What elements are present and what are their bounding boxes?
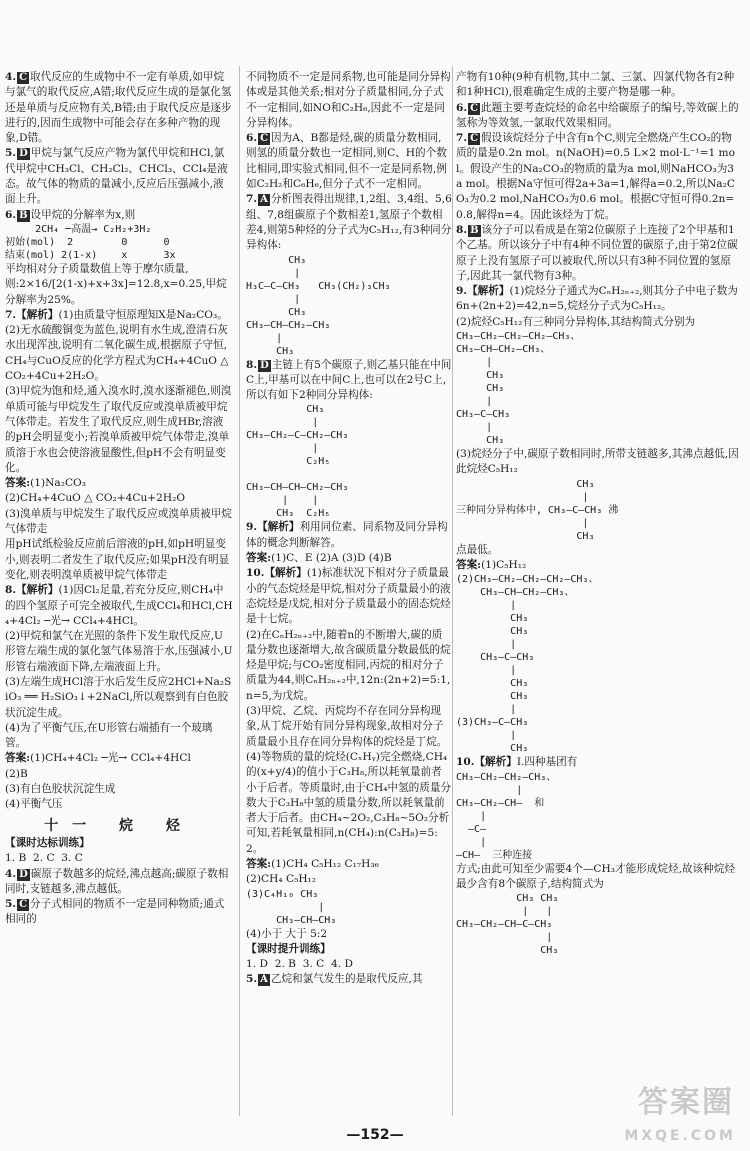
answer-item: [5, 262, 233, 277]
answer-item: [5, 491, 233, 506]
answer-item: [5, 897, 233, 928]
answer-item: [246, 131, 452, 192]
item-text: 因为A、B都是烃,碳的质量分数相同,则氢的质量分数也一定相同,则C、H的个数比相同,即实验式相同,但不一定是同系物,例如C₂H₂和C₆H₆,但分子式不一定相同。: [246, 132, 447, 191]
answer-letter-badge: C: [470, 102, 479, 114]
item-text: (1)烷烃分子通式为CₙH₂ₙ₊₂,则其分子中电子数为6n+(2n+2)=42,n=5,烷烃分子式为C₅H₁₂。: [456, 285, 738, 313]
answer-item: [246, 857, 452, 872]
item-text: 利用同位素、同系物及同分异构体的概念判断解答。: [246, 521, 448, 549]
answer-letter-badge: D: [19, 148, 28, 160]
item-number: 5.: [5, 898, 17, 911]
answer-item: [5, 476, 233, 491]
item-text: (4)等物质的量的烷烃(CₓHᵧ)完全燃烧,CH₄的(x+y/4)的值小于C₃H₈,所以耗氧量前者小于后者。等质量时,由于CH₄中氢的质量分数大于C₃H₈中氢的质量分数,所以耗氧量前者大于后者。由CH₄~2O₂,C₃H₈~5O₂分析可知,若耗氧量相同,n(CH₄):n(C₃H₈)=5:2。: [246, 750, 452, 855]
item-number: 7.: [5, 308, 17, 321]
answer-item: [5, 851, 233, 866]
item-text: 分析图表得出规律,1,2组、3,4组、5,6组、7,8组碳原子个数相差1,氢原子个数相差4,则第5种烃的分子式为C₅H₁₂,有3种同分异构体:: [246, 193, 452, 252]
item-tag: 答案:: [246, 857, 272, 870]
answer-item: [456, 315, 740, 330]
item-tag: 【解析】: [467, 285, 510, 298]
answer-item: [456, 755, 740, 770]
answer-item: [5, 277, 233, 308]
item-text: 该分子可以看成是在第2位碳原子上连接了2个甲基和1个乙基。所以该分子中有4种不同位置的碳原子,由于第2位碳原子上没有氢原子可以被取代,所以只有3种不同位置的氢原子,因此其一氯代物有3种。: [456, 223, 738, 282]
item-tag: 【解析】: [16, 308, 59, 321]
item-number: 7.: [246, 193, 258, 206]
watermark-logo: [580, 1085, 740, 1145]
item-number: 8.: [5, 584, 17, 597]
answer-item: [246, 520, 452, 551]
item-text: (1)Na₂CO₃: [30, 477, 86, 490]
col1-items: [5, 70, 233, 813]
item-text: 1. D 2. B 3. C 4. D: [246, 958, 353, 971]
structural-formula: 2CH₄ ─高温→ C₂H₂+3H₂ 初始(mol) 2 0 0 结束(mol) 2(1-x) x 3x: [5, 223, 176, 261]
item-text: 1. B 2. C 3. C: [5, 852, 83, 865]
answer-item: [5, 70, 233, 146]
item-number: 6.: [456, 101, 468, 114]
item-number: 4.: [5, 867, 17, 880]
item-tag: 【解析】: [16, 584, 59, 597]
item-text: 平均相对分子质量数值上等于摩尔质量,: [5, 262, 189, 275]
item-text: (2)烷烃C₅H₁₂有三种同分异构体,其结构简式分别为: [456, 315, 696, 328]
answer-item: [5, 867, 233, 898]
item-text: 点最低。: [456, 543, 499, 556]
item-text: (1)由质量守恒原理知X是Na₂CO₃。: [58, 308, 228, 321]
item-text: 乙烷和氯气发生的是取代反应,其: [270, 973, 423, 986]
answer-letter-badge: D: [19, 868, 28, 880]
item-text: 主链上有5个碳原子,则乙基只能在中间C上,甲基可以在中间C上,也可以在2号C上,所以有如下2种同分异构体:: [246, 358, 452, 402]
answer-item: [5, 323, 233, 384]
answer-item: [456, 70, 740, 101]
answer-item: [5, 797, 233, 812]
item-text: (3)溴单质与甲烷发生了取代反应或溴单质被甲烷气体带走: [5, 507, 232, 536]
answer-letter-badge: A: [260, 194, 268, 206]
col3-items: [456, 70, 740, 957]
section-title-advanced: 【课时提升训练】: [246, 942, 331, 955]
item-text: Ⅰ.四种基团有: [516, 756, 578, 769]
answer-item: [5, 721, 233, 752]
answer-letter-badge: A: [260, 974, 268, 986]
item-number: 7.: [456, 132, 468, 145]
answer-item: [456, 558, 740, 573]
item-text: (2)B: [5, 767, 28, 780]
answer-item: [456, 131, 740, 223]
item-number: 8.: [456, 223, 468, 236]
column-left: [5, 70, 233, 928]
item-text: (1)标准状况下相对分子质量最小的气态烷烃是甲烷,相对分子质量最小的液态烷烃是戊烷,相对分子质量最小的固态烷烃是十七烷。: [246, 567, 451, 626]
structural-formula: CH₃ | H₃C—C—CH₃ CH₃(CH₂)₃CH₃ | CH₃ CH₃—CH—CH₂—CH₃ | CH₃: [246, 254, 391, 357]
item-tag: 答案:: [5, 477, 31, 490]
col2-items: [246, 70, 452, 942]
item-text: 分子式相同的物质不一定是同种物质;通式相同的: [5, 898, 225, 926]
item-text: (2)无水硫酸铜变为蓝色,说明有水生成,澄清石灰水出现浑浊,说明有二氧化碳生成,根据原子守恒,CH₄与CuO反应的化学方程式为CH₄+4CuO △ CO₂+4Cu+2H₂O。: [5, 324, 232, 383]
column-middle: [246, 70, 452, 988]
item-number: 8.: [246, 358, 258, 371]
answer-item: [5, 751, 233, 766]
item-text: (1)因Cl₂足量,若充分反应,则CH₄中的四个氢原子可完全被取代,生成CCl₄和HCl,CH₄+4Cl₂ ─光→ CCl₄+4HCl。: [5, 584, 233, 627]
item-text: 设甲烷的分解率为x,则: [30, 208, 136, 221]
answer-letter-badge: C: [19, 899, 28, 911]
item-text: 碳原子数越多的烷烃,沸点越高;碳原子数相同时,支链越多,沸点越低。: [5, 867, 229, 895]
answer-item: [246, 192, 452, 253]
answer-item: [5, 629, 233, 675]
item-text: (1)CH₄ C₅H₁₂ C₁₇H₃₆: [271, 857, 379, 870]
answer-item: [5, 308, 233, 323]
item-number: 6.: [246, 132, 258, 145]
item-text: 产物有10种(9种有机物,其中二氯、三氯、四氯代物各有2种和1种HCl),很难确定生成的主要产物是哪一种。: [456, 71, 735, 99]
item-number: 10.: [246, 567, 265, 580]
answer-letter-badge: C: [470, 133, 479, 145]
item-text: 不同物质不一定是同系物,也可能是同分异构体或是其他关系;相对分子质量相同,分子式不一定相同,如NO和C₂H₆,因此不一定是同分异构体。: [246, 71, 451, 129]
answer-item: [5, 146, 233, 207]
section-heading: 十一 烷 烃: [44, 817, 194, 834]
answer-item: [246, 70, 452, 131]
item-text: 假设该烷烃分子中含有n个C,则完全燃烧产生CO₂的物质的量是0.2n mol。n(NaOH)=0.5 L×2 mol·L⁻¹=1 mol。假设产生的Na₂CO₃的物质的量为a mol,则NaHCO₃为3a mol。根据Na守恒可得2a+3a=1,解得a=0.2,所以Na₂CO₃为0.2 mol,NaHCO₃为0.6 mol。根据C守恒可得0.2n=0.8,解得n=4。因此该烃为丁烷。: [456, 132, 735, 221]
answer-item: [5, 208, 233, 223]
watermark-main: 答案圈: [638, 1085, 734, 1120]
item-text: (2)在CₙH₂ₙ₊₂中,随着n的不断增大,碳的质量分数也逐渐增大,故含碳质量分数最低的烷烃是甲烷;与CO₂密度相同,丙烷的相对分子质量为44,则CₙH₂ₙ₊₂中,12n:(2n+2)=5:1,n=5,为戊烷。: [246, 628, 451, 702]
answer-item: [5, 384, 233, 476]
answer-item: [246, 551, 452, 566]
answer-letter-badge: C: [260, 133, 269, 145]
item-text: 则:2×16/[2(1-x)+x+3x]=12.8,x=0.25,甲烷分解率为25%。: [5, 278, 227, 306]
item-text: (3)甲烷、乙烷、丙烷均不存在同分异构现象,从丁烷开始有同分异构现象,故相对分子质量最小且存在同分异构体的烷烃是丁烷。: [246, 705, 448, 748]
structural-formula: CH₃ | CH₃—CH₂—C—CH₂—CH₃ | C₂H₅ CH₃—CH—CH—CH₂—CH₃ | | CH₃ C₂H₅: [246, 404, 349, 520]
item-text: (1)C、E (2)A (3)D (4)B: [271, 552, 392, 565]
answer-item: [456, 284, 740, 315]
section-title-basic: 【课时达标训练】: [5, 836, 90, 849]
item-text: (3)烷烃分子中,碳原子数相同时,所带支链越多,其沸点越低,因此烷烃C₅H₁₂: [456, 448, 739, 476]
answer-item: [246, 704, 452, 750]
answer-item: [5, 767, 233, 782]
item-text: (1)CH₄+4Cl₂ ─光→ CCl₄+4HCl: [30, 752, 191, 765]
item-number: 4.: [5, 71, 17, 83]
item-tag: 答案:: [246, 552, 272, 565]
answer-item: [456, 862, 740, 893]
answer-item: [246, 872, 452, 887]
structural-formula: (3)C₄H₁₀ CH₃ | CH₃—CH—CH₃: [246, 888, 337, 926]
answer-item: [456, 543, 740, 558]
item-text: 取代反应的生成物中不一定有单质,如甲烷与氯气的取代反应,A错;取代反应生成的是氯化氢还是单质与反应物有关,B错;由于取代反应是逐步进行的,因而生成物中可能会存在多种产物的现象,D错。: [5, 71, 232, 145]
answer-item: [246, 628, 452, 704]
answer-item: [246, 358, 452, 404]
structural-formula: (2)CH₃—CH₂—CH₂—CH₂—CH₃、 CH₃—CH—CH₂—CH₃、 | CH₃ CH₃ | CH₃—C—CH₃ | CH₃ CH₃ | (3)CH₃—C—CH₃ | CH₃: [456, 574, 599, 755]
item-number: 6.: [5, 208, 17, 221]
structural-formula: CH₃—CH₂—CH₂—CH₃、 | CH₃—CH₂—CH— 和 | —C— | —CH— 三种连接: [456, 771, 557, 861]
item-text: 甲烷与氯气反应产物为氯代甲烷和HCl,氯代甲烷中CH₃Cl、CH₂Cl₂、CHCl₃、CCl₄是液态。故气体的物质的量减小,反应后压强减小,液面上升。: [5, 147, 228, 206]
answer-letter-badge: B: [470, 224, 479, 236]
item-text: (3)左端生成HCl溶于水后发生反应2HCl+Na₂SiO₃ ══ H₂SiO₃↓+2NaCl,所以观察到有白色胶状沉淀生成。: [5, 675, 232, 719]
item-text: 此题主要考查烷烃的命名中给碳原子的编号,等效碳上的氢称为等效氢,一氯取代效果相同。: [456, 101, 739, 129]
watermark-sub: MXQE.COM: [624, 1128, 736, 1144]
answer-item: [5, 782, 233, 797]
answer-item: [246, 972, 452, 987]
item-number: 9.: [456, 285, 468, 298]
answer-item: [5, 583, 233, 629]
item-text: 用pH试纸检验反应前后溶液的pH,如pH明显变小,则表明二者发生了取代反应;如果pH没有明显变化,则表明溴单质被甲烷气体带走: [5, 538, 230, 581]
item-tag: 【解析】: [257, 521, 300, 534]
item-tag: 【解析】: [264, 567, 307, 580]
answer-item: [246, 927, 452, 942]
answer-item: [456, 447, 740, 478]
item-text: (4)为了平衡气压,在U形管右端插有一个玻璃管。: [5, 721, 213, 750]
answer-item: [246, 957, 452, 972]
item-tag: 【解析】: [474, 756, 517, 769]
item-number: 5.: [5, 147, 17, 160]
column-right: [456, 70, 740, 957]
item-number: 5.: [246, 973, 258, 986]
answer-letter-badge: C: [19, 72, 28, 83]
item-text: (2)CH₄+4CuO △ CO₂+4Cu+2H₂O: [5, 492, 186, 505]
answer-item: [456, 223, 740, 284]
answer-item: [246, 750, 452, 857]
item-tag: 答案:: [456, 558, 482, 571]
answer-item: [246, 566, 452, 627]
page-number: —152—: [346, 1127, 404, 1143]
answer-letter-badge: D: [260, 359, 269, 371]
item-number: 10.: [456, 756, 475, 769]
item-text: (4)小于 大于 5:2: [246, 927, 328, 940]
structural-formula: CH₃ CH₃ | | CH₃—CH₂—CH—C—CH₃ | CH₃: [456, 893, 559, 957]
item-text: 方式;由此可知至少需要4个—CH₃才能形成烷烃,故该种烷烃最少含有8个碳原子,结构简式为: [456, 862, 735, 890]
structural-formula: CH₃—CH₂—CH₂—CH₂—CH₃、 CH₃—CH—CH₂—CH₃、 | CH₃ CH₃ | CH₃—C—CH₃ | CH₃: [456, 331, 581, 447]
item-text: (3)甲烷为饱和烃,通入溴水时,溴水逐渐褪色,则溴单质可能与甲烷发生了取代反应或溴单质被甲烷气体带走。若发生了取代反应,则生成HBr,溶液的pH会明显变小;若溴单质被甲烷气体带走,溴单质溶于水也会使溶液显酸性,但pH不会有明显变化。: [5, 385, 232, 474]
item-text: (2)甲烷和氯气在光照的条件下发生取代反应,U形管左端生成的氯化氢气体易溶于水,压强减小,U形管右端液面下降,左端液面上升。: [5, 630, 233, 673]
item-text: (3)有白色胶状沉淀生成: [5, 783, 116, 796]
col2b-items: [246, 957, 452, 988]
item-tag: 答案:: [5, 752, 31, 765]
answer-letter-badge: B: [19, 209, 28, 221]
answer-item: [5, 537, 233, 583]
answer-item: [5, 675, 233, 721]
item-text: (2)CH₄ C₅H₁₂: [246, 873, 317, 886]
answer-item: [456, 101, 740, 132]
item-number: 9.: [246, 521, 258, 534]
item-text: (4)平衡气压: [5, 798, 63, 811]
item-text: (1)C₅H₁₂: [481, 558, 527, 571]
answer-item: [5, 507, 233, 538]
col1b-items: [5, 851, 233, 927]
structural-formula: CH₃ | 三种同分异构体中, CH₃—C—CH₃ 沸 | CH₃: [456, 478, 619, 542]
